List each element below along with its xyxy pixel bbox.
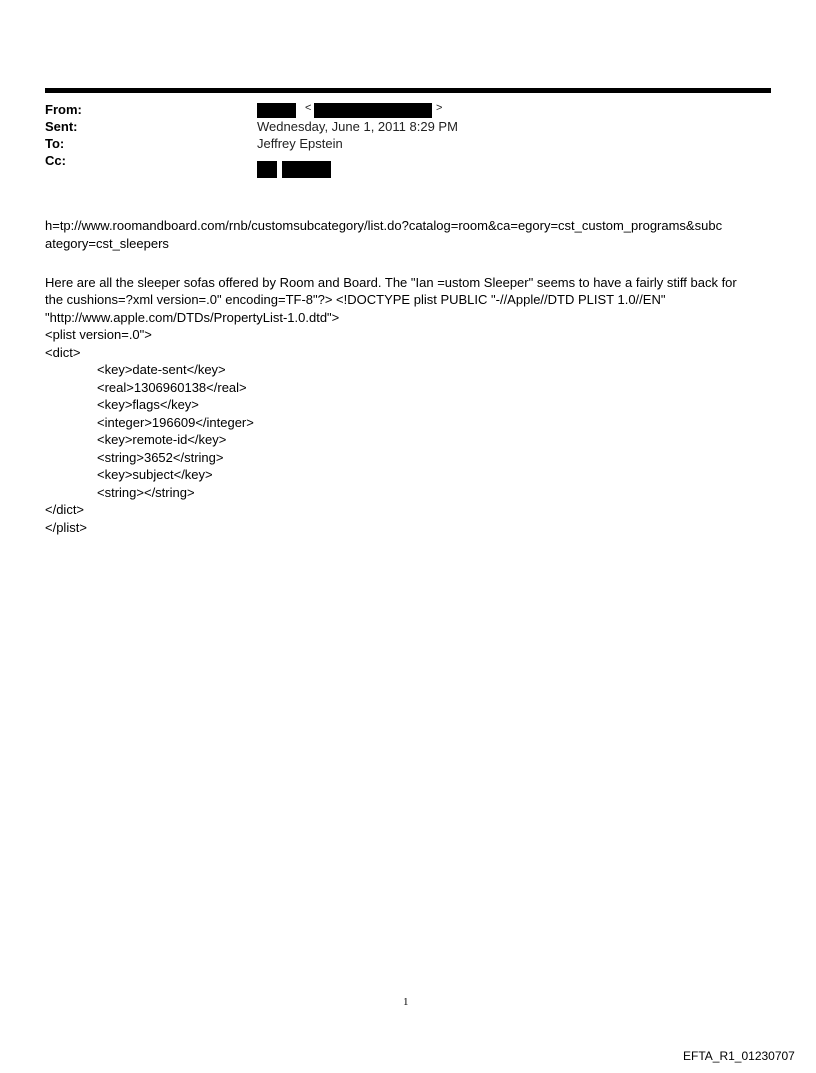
page-number: 1	[403, 996, 409, 1008]
body-line: h=tp://www.roomandboard.com/rnb/customsubcategory/list.do?catalog=room&ca=egory=cst_custom_programs&subc	[45, 218, 723, 233]
header-rule	[45, 88, 771, 93]
sent-label: Sent:	[45, 119, 78, 134]
body-line: ategory=cst_sleepers	[45, 235, 169, 251]
body-line: <dict>	[45, 344, 81, 360]
from-close-bracket: >	[436, 102, 443, 114]
body-line: the cushions=?xml version=.0" encoding=TF-8"?> <!DOCTYPE plist PUBLIC "-//Apple//DTD PLIST 1.0//EN"	[45, 292, 666, 307]
body-line: "http://www.apple.com/DTDs/PropertyList-1.0.dtd">	[45, 309, 340, 325]
body-line: </plist>	[45, 519, 87, 535]
redaction-cc-1	[257, 161, 277, 178]
body-line: Here are all the sleeper sofas offered by Room and Board. The "Ian =ustom Sleeper" seems to have a fairly stiff back for	[45, 274, 737, 290]
body-line-indented: <string>3652</string>	[97, 449, 224, 465]
body-line-indented: <real>1306960138</real>	[97, 379, 247, 395]
body-line: <plist version=.0">	[45, 327, 152, 342]
from-label: From:	[45, 102, 82, 117]
body-line-indented: <key>date-sent</key>	[97, 362, 226, 377]
cc-label: Cc:	[45, 153, 66, 168]
to-value: Jeffrey Epstein	[257, 136, 343, 151]
to-label: To:	[45, 136, 65, 151]
body-line-indented: <integer>196609</integer>	[97, 414, 254, 430]
body-line-indented: <string></string>	[97, 484, 195, 500]
redaction-from-email	[314, 103, 432, 118]
footer-document-id: EFTA_R1_01230707	[683, 1049, 795, 1063]
redaction-from-name	[257, 103, 296, 118]
from-open-bracket: <	[305, 102, 312, 114]
body-line-indented: <key>subject</key>	[97, 467, 213, 482]
email-body	[45, 217, 785, 536]
body-line-indented: <key>flags</key>	[97, 397, 199, 412]
redaction-cc-2	[282, 161, 331, 178]
body-line-indented: <key>remote-id</key>	[97, 432, 227, 447]
body-line: </dict>	[45, 502, 85, 517]
sent-value: Wednesday, June 1, 2011 8:29 PM	[257, 119, 458, 134]
